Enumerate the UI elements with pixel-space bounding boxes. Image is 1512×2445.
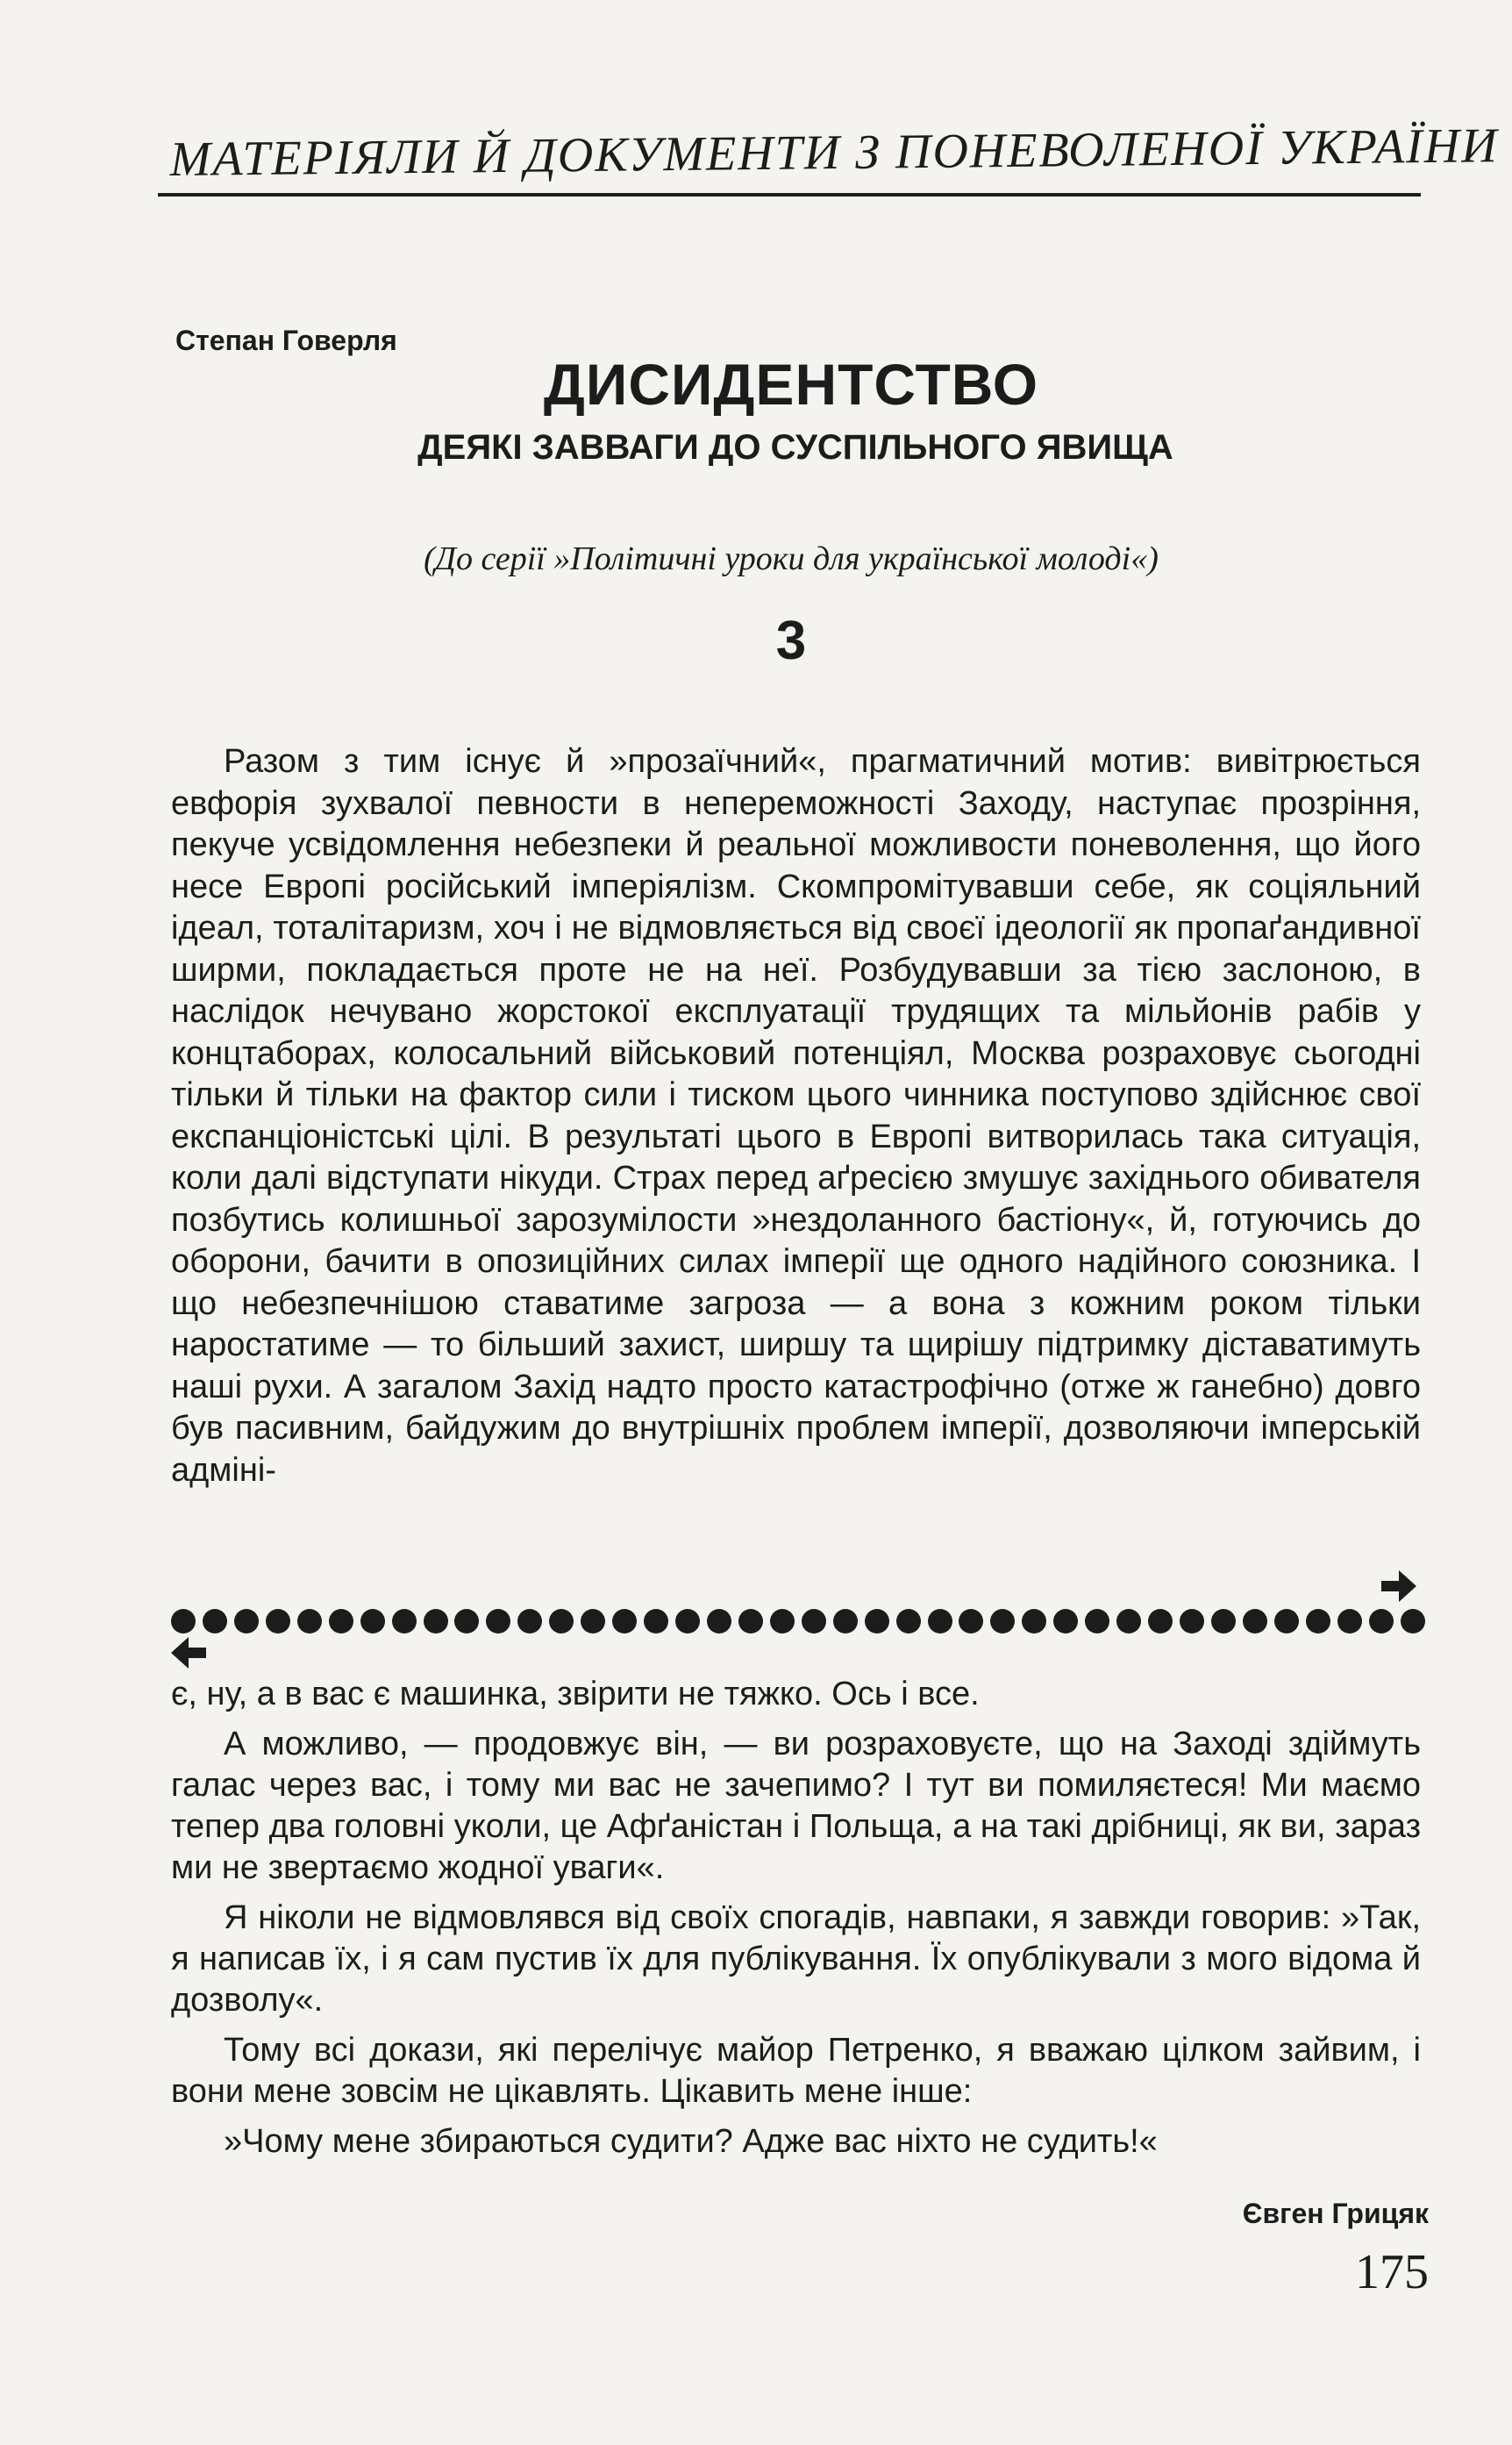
- dot-icon: [1180, 1609, 1204, 1634]
- dot-icon: [612, 1609, 637, 1634]
- article-title: ДИСИДЕНТСТВО: [543, 352, 1039, 417]
- dot-icon: [1116, 1609, 1141, 1634]
- continued-paragraph: А можливо, — продовжує він, — ви розраховуєте, що на Заході здіймуть галас через вас, і тому ми вас не зачепимо? І тут ви помиляєтеся! Ми маємо тепер два головні уколи, це Афґаністан і Польща, а на такі дрібниці, як ви, зараз ми не звертаємо жодної уваги«.: [171, 1726, 1421, 1886]
- dot-row: [171, 1604, 1425, 1639]
- dot-icon: [297, 1609, 322, 1634]
- article-series: (До серії »Політичні уроки для української молоді«): [424, 540, 1159, 577]
- continued-paragraph: є, ну, а в вас є машинка, звірити не тяжко. Ось і все.: [171, 1676, 980, 1712]
- dot-icon: [392, 1609, 417, 1634]
- continued-paragraph: Тому всі докази, які перелічує майор Петренко, я вважаю цілком зайвим, і вони мене зовсім не цікавлять. Цікавить мене інше:: [171, 2032, 1421, 2110]
- dot-icon: [1306, 1609, 1330, 1634]
- dot-icon: [928, 1609, 952, 1634]
- section-divider: [171, 1570, 1425, 1676]
- section-title: МАТЕРІЯЛИ Й ДОКУМЕНТИ З ПОНЕВОЛЕНОЇ УКРАЇНИ: [169, 118, 1499, 188]
- dot-icon: [959, 1609, 983, 1634]
- dot-icon: [1274, 1609, 1299, 1634]
- body-paragraph: Разом з тим існує й »прозаїчний«, прагматичний мотив: вивітрюється евфорія зухвалої певности в непереможності Заходу, наступає прозріння, пекуче усвідомлення небезпеки й реальної можливости поневолення, що його несе Европі російський імперіялізм. Скомпромітувавши себе, як соціяльний ідеал, тоталітаризм, хоч і не відмовляється від своєї ідеології як пропаґандивної ширми, покладається проте не на неї. Розбудувавши за тією заслоною, в наслідок нечувано жорстокої експлуатації трудящих та мільйонів рабів у концтаборах, колосальний військовий потенціял, Москва розраховує сьогодні тільки й тільки на фактор сили і тиском цього чинника поступово здійснює свої експанціоністські цілі. В результаті цього в Европі витворилась така ситуація, коли далі відступати нікуди. Страх перед аґресією змушує західнього обивателя позбутись колишньої зарозумілости »нездоланного бастіону«, й, готуючись до оборони, бачити в опозиційних силах імперії ще одного надійного союзника. І що небезпечнішою ставатиме загроза — а вона з кожним роком тільки наростатиме — то більший захист, ширшу та щирішу підтримку діставатимуть наші рухи. А загалом Захід надто просто катастрофічно (отже ж ганебно) довго був пасивним, байдужим до внутрішніх проблем імперії, дозволяючи імперській адміні-: [171, 743, 1421, 1489]
- dot-icon: [1401, 1609, 1425, 1634]
- dot-icon: [266, 1609, 290, 1634]
- dot-icon: [1085, 1609, 1109, 1634]
- dot-icon: [329, 1609, 353, 1634]
- dot-icon: [581, 1609, 605, 1634]
- article-author: Степан Говерля: [175, 325, 397, 356]
- arrow-left-icon: [171, 1637, 206, 1669]
- dot-icon: [990, 1609, 1015, 1634]
- dot-icon: [1022, 1609, 1046, 1634]
- dot-icon: [424, 1609, 448, 1634]
- continued-paragraph: »Чому мене збираються судити? Адже вас ніхто не судить!«: [224, 2123, 1158, 2160]
- dot-icon: [203, 1609, 227, 1634]
- dot-icon: [675, 1609, 700, 1634]
- dot-icon: [644, 1609, 668, 1634]
- continued-text: [171, 1674, 1421, 2171]
- dot-icon: [234, 1609, 259, 1634]
- dot-icon: [802, 1609, 826, 1634]
- dot-icon: [549, 1609, 574, 1634]
- dot-icon: [896, 1609, 921, 1634]
- dot-icon: [171, 1609, 196, 1634]
- dot-icon: [1337, 1609, 1362, 1634]
- article-subtitle: ДЕЯКІ ЗАВВАГИ ДО СУСПІЛЬНОГО ЯВИЩА: [417, 428, 1173, 467]
- part-number: 3: [775, 611, 807, 671]
- dot-icon: [517, 1609, 542, 1634]
- dot-icon: [707, 1609, 731, 1634]
- page-number: 175: [1355, 2245, 1429, 2299]
- continued-paragraph: Я ніколи не відмовлявся від своїх спогадів, навпаки, я завжди говорив: »Так, я написав їх, і я сам пустив їх для публікування. Їх опублікували з мого відома й дозволу«.: [171, 1899, 1421, 2019]
- dot-icon: [738, 1609, 763, 1634]
- dot-icon: [865, 1609, 889, 1634]
- dot-icon: [770, 1609, 795, 1634]
- dot-icon: [833, 1609, 858, 1634]
- dot-icon: [486, 1609, 510, 1634]
- dot-icon: [1211, 1609, 1236, 1634]
- dot-icon: [1369, 1609, 1394, 1634]
- arrow-right-icon: [1381, 1570, 1416, 1602]
- dot-icon: [454, 1609, 479, 1634]
- dot-icon: [1148, 1609, 1173, 1634]
- header-rule: [158, 193, 1421, 197]
- dot-icon: [1053, 1609, 1078, 1634]
- dot-icon: [360, 1609, 385, 1634]
- page-header: [158, 118, 1499, 197]
- article-body: [171, 741, 1421, 1491]
- signature: Євген Грицяк: [1242, 2198, 1429, 2229]
- dot-icon: [1243, 1609, 1267, 1634]
